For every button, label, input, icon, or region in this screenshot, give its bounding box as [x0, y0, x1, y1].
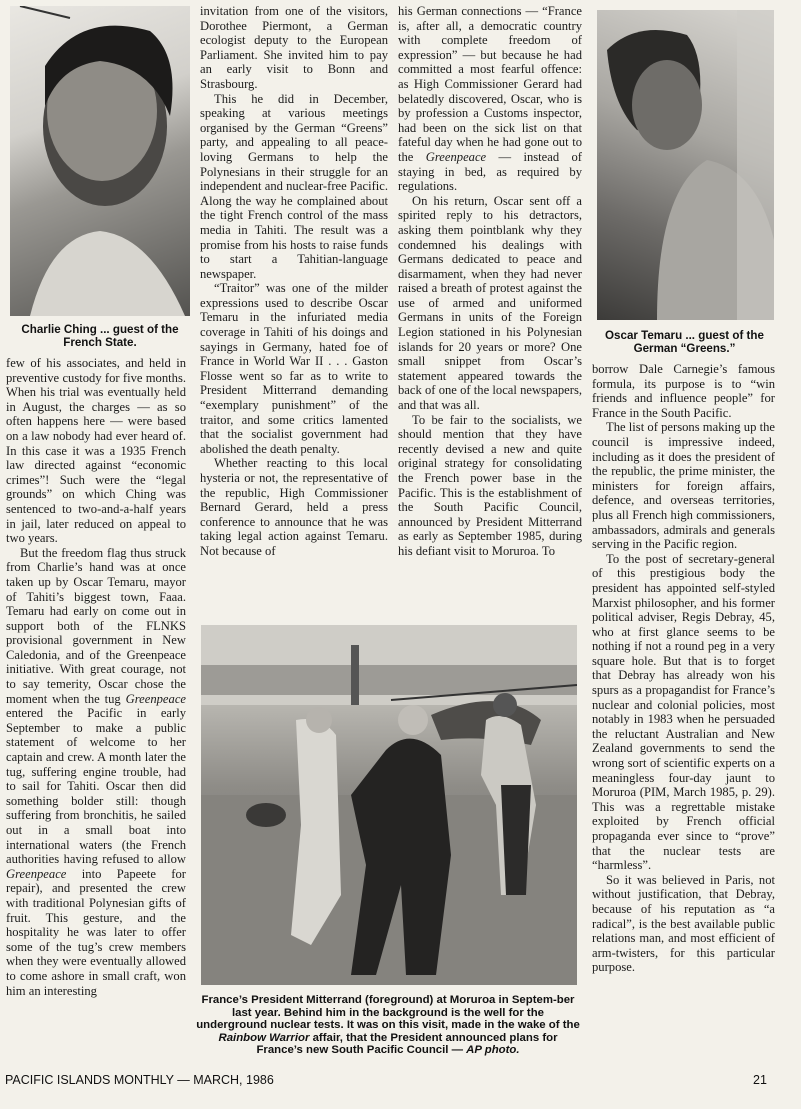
article-column-2 — [200, 4, 388, 616]
col1-paragraph-1: few of his associates, and held in preventive custody for five months. When his trial was eventually held in August, the charges — as so often happens here — were based on a law nobody had ever heard of. In this case it was a 1935 French law directed against “economic crimes”! Such were the “legal grounds” on which Ching was sentenced to two-and-a-half years in jail, later reduced on appeal to two years. — [6, 356, 186, 546]
col2-paragraph-1: invitation from one of the visitors, Dorothee Piermont, a German ecologist deputy to the European Parliament. She invited him to pay an early visit to Bonn and Strasbourg. — [200, 4, 388, 91]
col4-paragraph-1: borrow Dale Carnegie’s famous formula, its purpose is to “win friends and influence people” for France in the South Pacific. — [592, 362, 775, 420]
col1-paragraph-2: But the freedom flag thus struck from Charlie’s hand was at once taken up by Oscar Temaru, mayor of Tahiti’s biggest town, Faaa. Temaru had early on come out in support both of the FLNKS provisional government in New Caledonia, and of the Greenpeace initiative. With great courage, not to say temerity, Oscar chose the moment when the tug Greenpeace entered the Pacific in early September to make a public statement of welcome to her captain and crew. A month later the tug, suffering engine trouble, had to sail for Tahiti. Oscar then did something bolder still: though suffering from bronchitis, he sailed out in a small boat into international waters (the French authorities having refused to allow Greenpeace into Papeete for repair), and presented the crew with traditional Polynesian gifts of fruit. This gesture, and the hospitality he was later to offer some of the tug’s crew members when they were eventually allowed to come ashore in small craft, won him an interesting — [6, 545, 186, 998]
oscar-temaru-photo — [597, 10, 774, 320]
article-column-4 — [592, 362, 775, 1062]
col3-paragraph-1: his German connections — “France is, after all, a democratic country with complete freedom of expression” — but because he had committed a most fearful offence: as High Commissioner Gerard had belatedly discovered, Oscar, who is by profession a Customs inspector, had been on the sick list on that fateful day when he had gone out to the Greenpeace — instead of staying in bed, as required by regulations. — [398, 4, 582, 194]
col2-paragraph-2: This he did in December, speaking at various meetings organised by the German “Greens” party, and appealing to all peace-loving Germans to help the Polynesians in their struggle for an independent and nuclear-free Pacific. Along the way he complained about the tight French control of the mass media in Tahiti. The result was a promise from his hosts to raise funds to start a Tahitian-language newspaper. — [200, 91, 388, 281]
magazine-footer: PACIFIC ISLANDS MONTHLY — MARCH, 1986 — [5, 1073, 274, 1087]
col3-paragraph-3: To be fair to the socialists, we should mention that they have recently devised a new and quite original strategy for consolidating the French power base in the Pacific. This is the establishment of the South Pacific Council, announced by President Mitterrand as early as September 1985, during his defiant visit to Moruroa. To — [398, 412, 582, 558]
charlie-ching-caption: Charlie Ching ... guest of the French State. — [21, 323, 179, 349]
col2-paragraph-3: “Traitor” was one of the milder expressions used to describe Oscar Temaru in the infuriated media coverage in Tahiti of his doings and sayings in Germany, hated foe of France in World War II . . . Gaston Flosse went so far as to write to President Mitterrand demanding “exemplary punishment” of the traitor, and some critics lamented that the socialist government had abolished the death penalty. — [200, 281, 388, 456]
oscar-temaru-caption: Oscar Temaru ... guest of the German “Greens.” — [605, 329, 764, 355]
mitterrand-moruroa-photo — [201, 625, 577, 985]
col3-paragraph-2: On his return, Oscar sent off a spirited reply to his detractors, asking them pointblank why they condemned his dealings with Germans dedicated to peace and disarmament, when they had never raised a breath of protest against the use of armed and uniformed Germans in units of the Foreign Legion stationed in his Polynesian islands for 20 years or more? One small snippet from Oscar’s statement appeared towards the back of one of the local newspapers, and that was all. — [398, 193, 582, 413]
page-number: 21 — [753, 1073, 767, 1087]
charlie-ching-photo — [10, 6, 190, 316]
article-column-3 — [398, 4, 582, 616]
article-column-1 — [6, 356, 186, 1044]
col4-paragraph-2: The list of persons making up the council is impressive indeed, including as it does the president of the republic, the prime minister, the ministers for foreign affairs, defence, and overseas territories, plus all French high commissioners, ambassadors, admirals and generals serving in the Pacific region. — [592, 420, 775, 552]
col2-paragraph-4: Whether reacting to this local hysteria or not, the representative of the republic, High Commissioner Bernard Gerard, held a press conference to announce that he was taking legal action against Temaru. Not because of — [200, 456, 388, 558]
col4-paragraph-3: To the post of secretary-general of this prestigious body the president has appointed self-styled Marxist philosopher, and his former political adviser, Regis Debray, 45, who at first glance seems to be nothing if not a round peg in a very square hole. But that is to forget that Debray has already won his spurs as a propagandist for France’s nuclear and colonial policies, most notably in 1983 when he persuaded the reluctant Australian and New Zealand governments to send the wrong sort of scientific experts on a meaningless four-day jaunt to Moruroa (PIM, March 1985, p. 29). This was a regrettable mistake exploited by French official propaganda ever since to “prove” that the nuclear tests are “harmless”. — [592, 551, 775, 873]
col4-paragraph-4: So it was believed in Paris, not without justification, that Debray, because of his reputation as “a radical”, is the best available public relations man, and most efficient of arm-twisters, for this particular purpose. — [592, 872, 775, 975]
mitterrand-photo-caption: France’s President Mitterrand (foreground) at Moruroa in Septem-ber last year. Behind him in the background is the well for the underground nuclear tests. It was on this visit, made in the wake of the Rainbow Warrior affair, that the President announced plans for France’s new South Pacific Council — AP photo. — [196, 994, 580, 1057]
